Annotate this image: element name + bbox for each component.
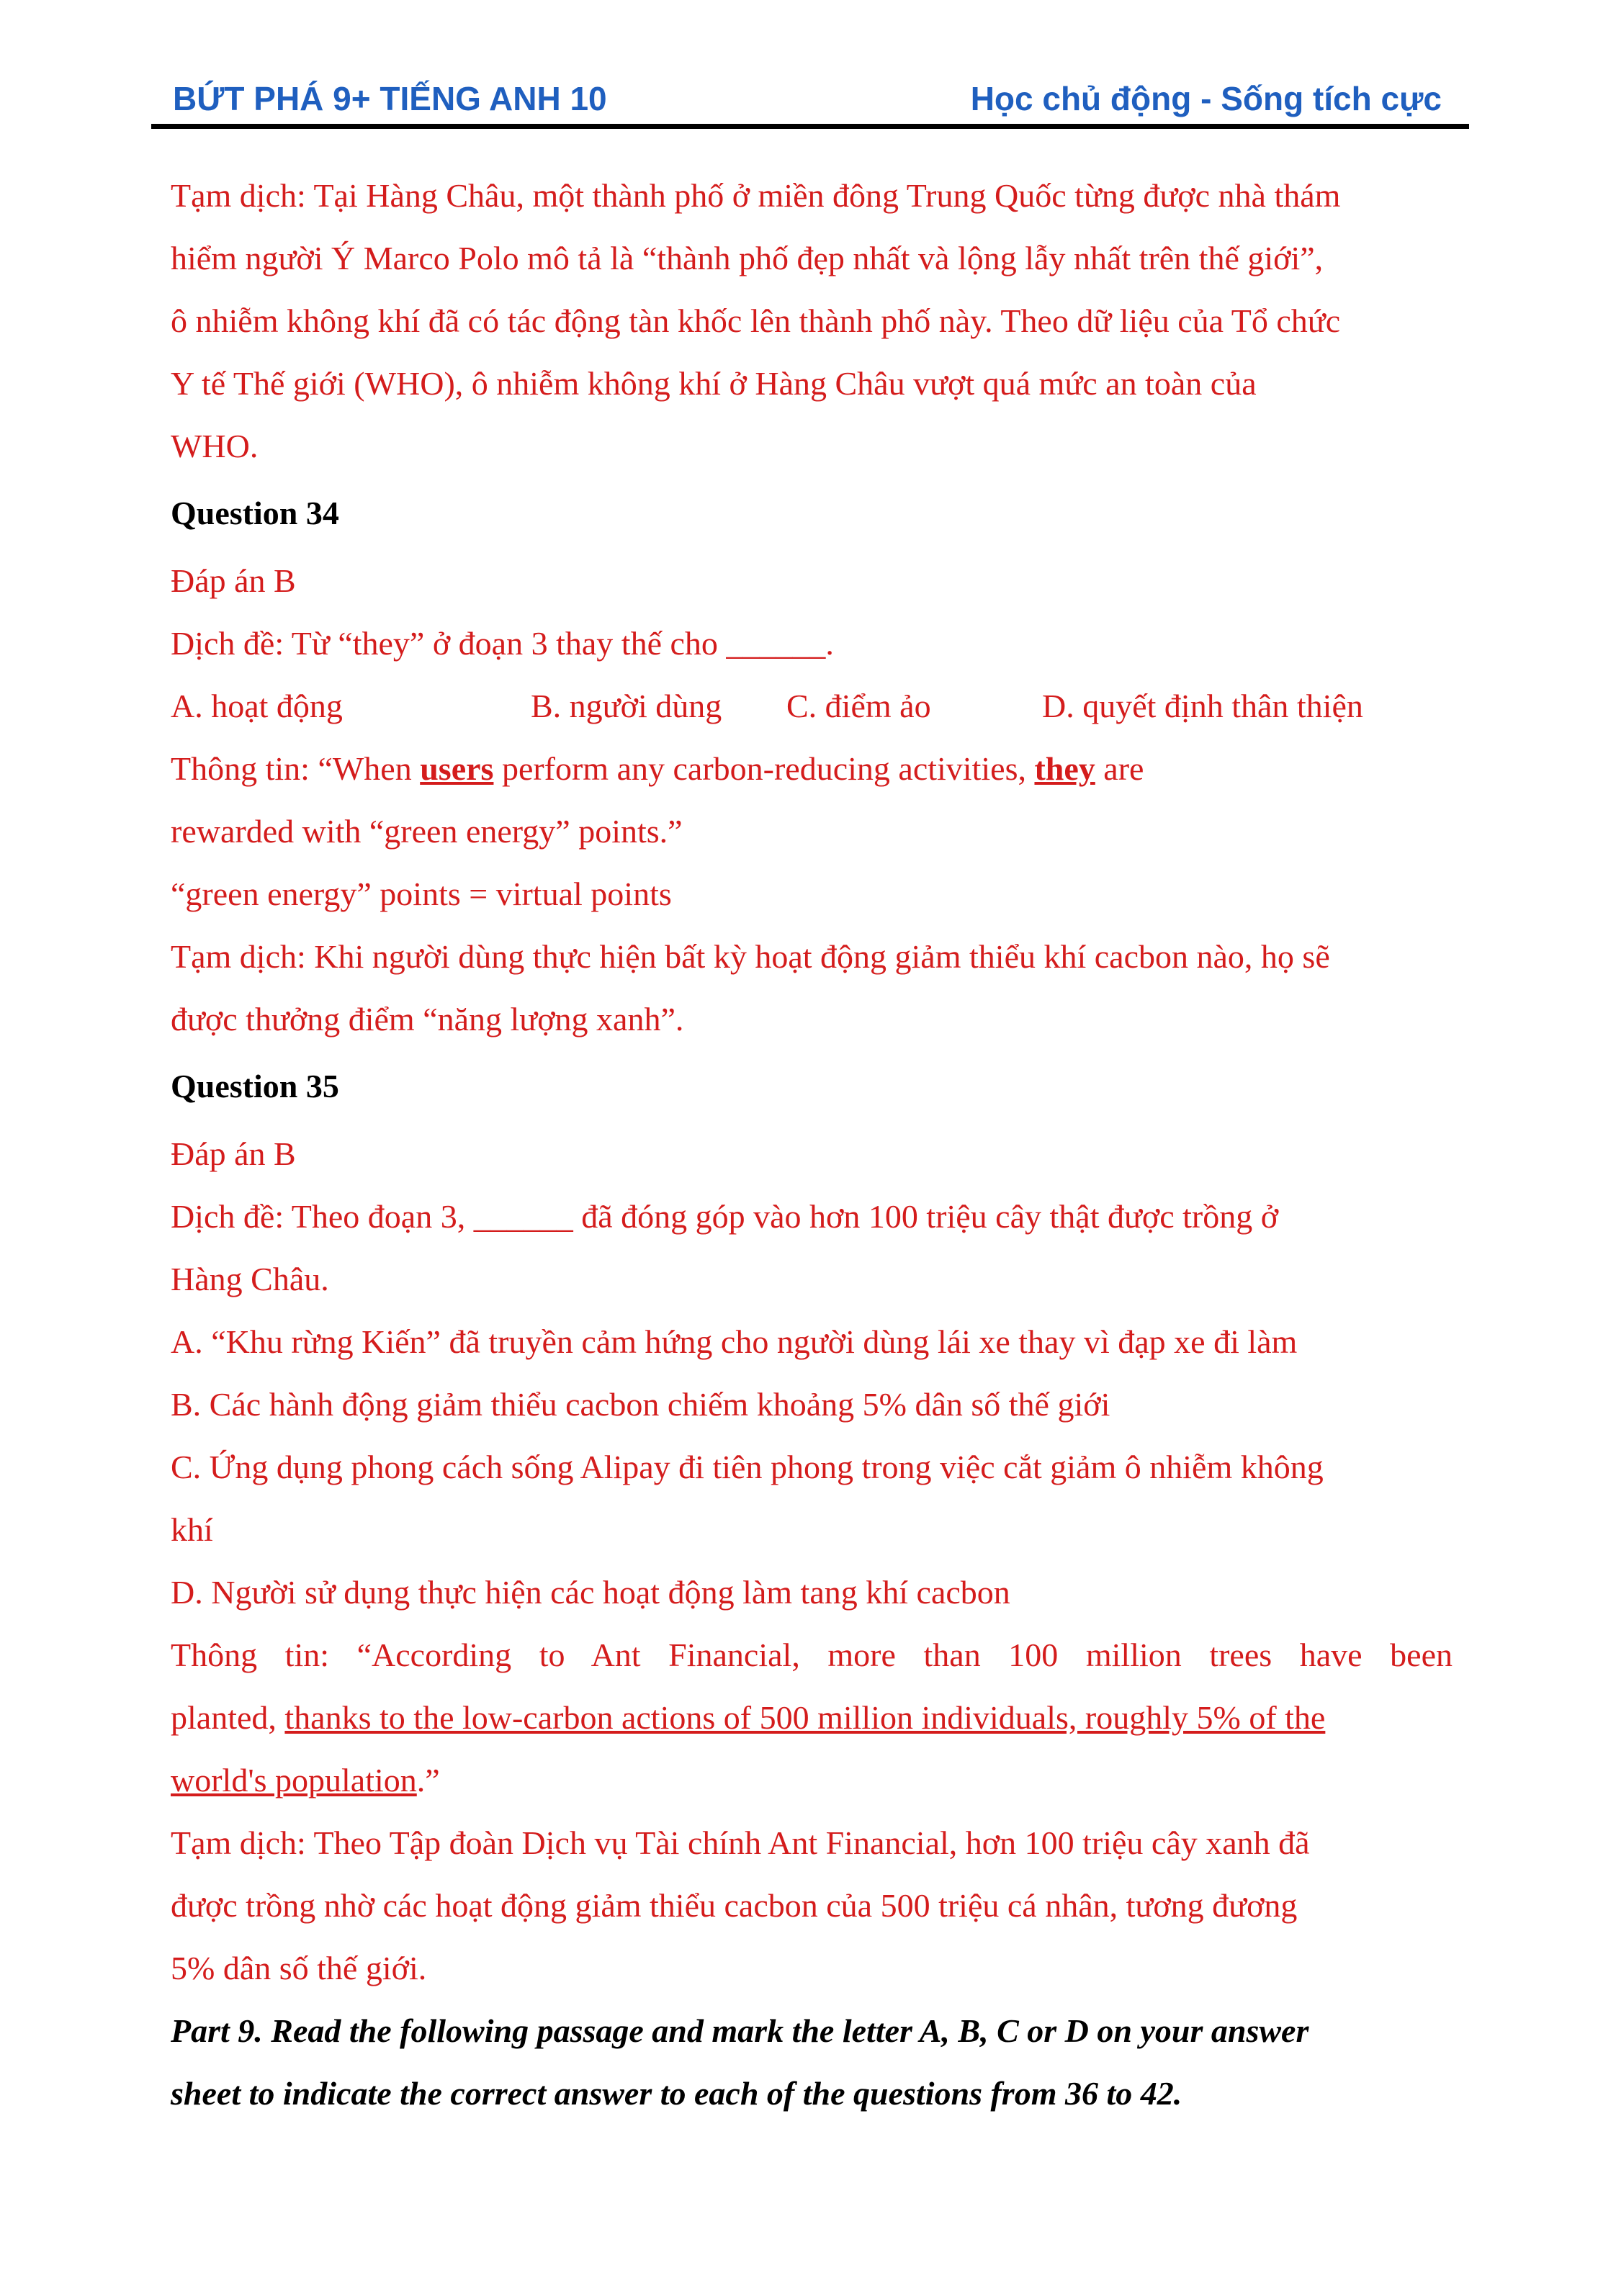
option-d: D. quyết định thân thiện <box>1042 688 1363 724</box>
option-b: B. Các hành động giảm thiểu cacbon chiếm khoảng 5% dân số thế giới <box>171 1386 1110 1423</box>
info-text: planted, <box>171 1699 285 1736</box>
info-text: Thông tin: “When <box>171 750 421 787</box>
translation-line: Tạm dịch: Khi người dùng thực hiện bất kỳ hoạt động giảm thiểu khí cacbon nào, họ sẽ <box>171 938 1330 975</box>
instruction-line: Part 9. Read the following passage and mark the letter A, B, C or D on your answer <box>171 2012 1309 2049</box>
option-d: D. Người sử dụng thực hiện các hoạt động làm tang khí cacbon <box>171 1574 1010 1611</box>
option-c: khí <box>171 1511 213 1548</box>
info-line: rewarded with “green energy” points.” <box>171 813 683 850</box>
info-text: .” <box>416 1762 440 1798</box>
instruction-line: sheet to indicate the correct answer to each of the questions from 36 to 42. <box>171 2075 1182 2112</box>
text-line: ô nhiễm không khí đã có tác động tàn khốc lên thành phố này. Theo dữ liệu của Tổ chức <box>171 302 1341 339</box>
header-title: BỨT PHÁ 9+ TIẾNG ANH 10 <box>173 80 607 117</box>
equation-line: “green energy” points = virtual points <box>171 875 672 912</box>
highlighted-word: users <box>420 750 494 787</box>
option-b: B. người dùng <box>531 688 722 724</box>
option-c: C. Ứng dụng phong cách sống Alipay đi tiên phong trong việc cắt giảm ô nhiễm không <box>171 1449 1324 1485</box>
page-header <box>167 79 1463 130</box>
translation-line: Tạm dịch: Theo Tập đoàn Dịch vụ Tài chính Ant Financial, hơn 100 triệu cây xanh đã <box>171 1824 1310 1861</box>
answer-key: Đáp án B <box>171 1135 296 1172</box>
answer-key: Đáp án B <box>171 562 296 599</box>
text-line: WHO. <box>171 428 259 464</box>
info-line <box>171 1749 1453 1811</box>
document-body <box>171 164 1453 2125</box>
question-heading: Question 34 <box>171 495 339 531</box>
header-divider <box>151 124 1469 129</box>
info-text: perform any carbon-reducing activities, <box>493 750 1035 787</box>
translation-line: 5% dân số thế giới. <box>171 1950 427 1986</box>
question-prompt: Hàng Châu. <box>171 1261 329 1297</box>
underlined-quote: world's population <box>171 1762 417 1798</box>
answer-options <box>171 675 1453 737</box>
highlighted-word: they <box>1034 750 1095 787</box>
option-c: C. điểm ảo <box>786 688 931 724</box>
question-heading: Question 35 <box>171 1068 339 1104</box>
question-prompt: Dịch đề: Từ “they” ở đoạn 3 thay thế cho ______. <box>171 625 834 662</box>
part-9-instructions <box>171 1999 1453 2125</box>
info-text: are <box>1095 750 1144 787</box>
text-line: Y tế Thế giới (WHO), ô nhiễm không khí ở Hàng Châu vượt quá mức an toàn của <box>171 365 1257 402</box>
text-line: Tạm dịch: Tại Hàng Châu, một thành phố ở miền đông Trung Quốc từng được nhà thám <box>171 177 1341 214</box>
question-34 <box>171 477 1453 1050</box>
header-slogan: Học chủ động - Sống tích cực <box>970 80 1442 117</box>
info-line: Thông tin: “According to Ant Financial, more than 100 million trees have been <box>171 1637 1453 1673</box>
question-prompt: Dịch đề: Theo đoạn 3, ______ đã đóng góp vào hơn 100 triệu cây thật được trồng ở <box>171 1198 1279 1235</box>
translation-line: được thưởng điểm “năng lượng xanh”. <box>171 1001 684 1037</box>
translation-line: được trồng nhờ các hoạt động giảm thiểu cacbon của 500 triệu cá nhân, tương đương <box>171 1887 1298 1924</box>
option-a: A. “Khu rừng Kiến” đã truyền cảm hứng cho người dùng lái xe thay vì đạp xe đi làm <box>171 1323 1298 1360</box>
question-35 <box>171 1050 1453 1999</box>
info-line <box>171 737 1453 800</box>
text-line: hiểm người Ý Marco Polo mô tả là “thành phố đẹp nhất và lộng lẫy nhất trên thế giới”, <box>171 240 1324 276</box>
info-line <box>171 1686 1453 1749</box>
q33-translation <box>171 164 1453 477</box>
option-a: A. hoạt động <box>171 688 343 724</box>
underlined-quote: thanks to the low-carbon actions of 500 million individuals, roughly 5% of the <box>284 1699 1326 1736</box>
